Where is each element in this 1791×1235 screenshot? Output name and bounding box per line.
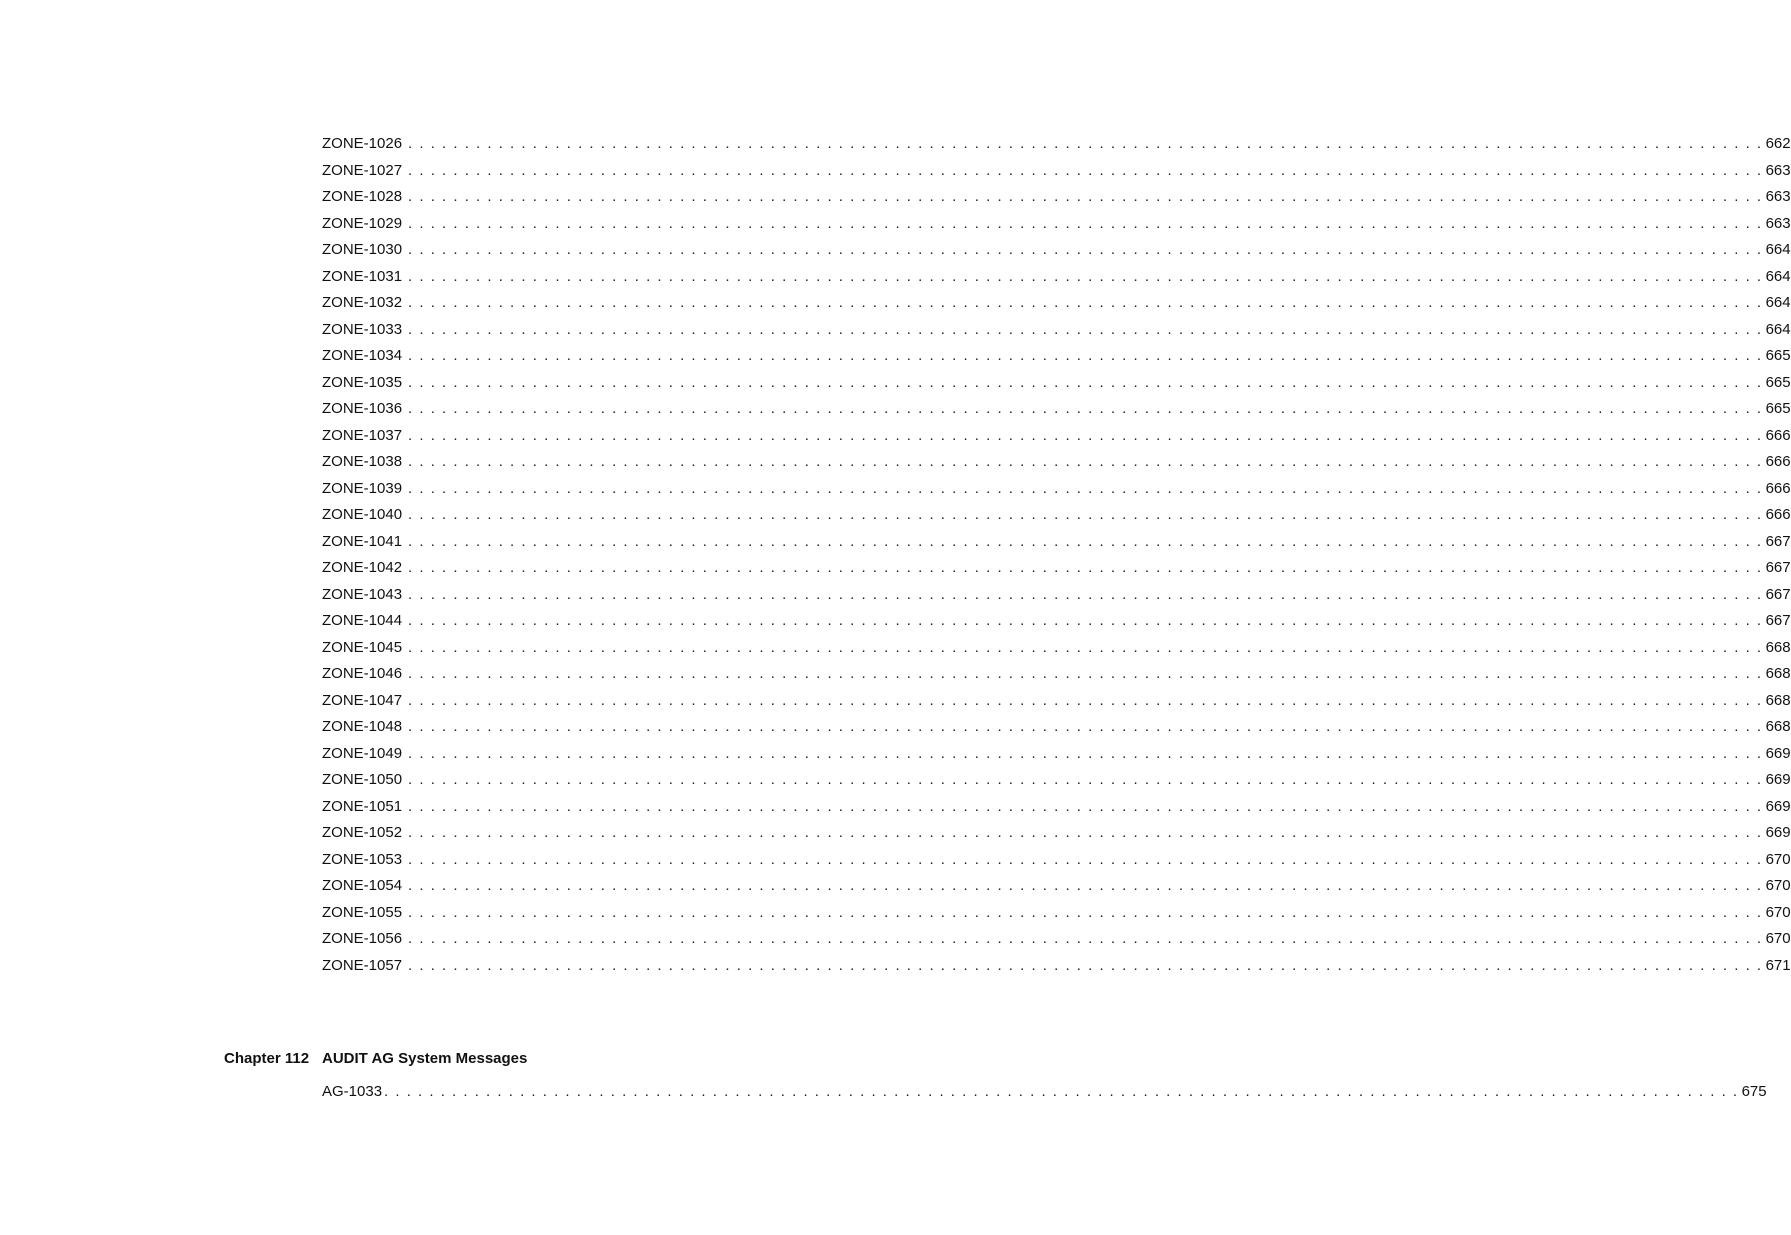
toc-entry-label: ZONE-1029 [322,214,403,232]
toc-leader-dots: . . . . . . . . . . . . . . . . . . . . . . . . . . . . . . . . . . . . . . . . . . . . . . . . . . . . . . . . . . . . . . . . . . . . . . . . . . . . . . . . . . . . . . . . . . . . . . . . . . . . . . . . . . . . . . . . . . . . . . . . [408,294,1763,311]
toc-leader-dots: . . . . . . . . . . . . . . . . . . . . . . . . . . . . . . . . . . . . . . . . . . . . . . . . . . . . . . . . . . . . . . . . . . . . . . . . . . . . . . . . . . . . . . . . . . . . . . . . . . . . . . . . . . . . . . . . . . . . . . . . [408,214,1763,232]
toc-leader-dots: . . . . . . . . . . . . . . . . . . . . . . . . . . . . . . . . . . . . . . . . . . . . . . . . . . . . . . . . . . . . . . . . . . . . . . . . . . . . . . . . . . . . . . . . . . . . . . . . . . . . . . . . . . . . . . . . . . . . . . . . [408,744,1763,762]
toc-leader-dots: . . . . . . . . . . . . . . . . . . . . . . . . . . . . . . . . . . . . . . . . . . . . . . . . . . . . . . . . . . . . . . . . . . . . . . . . . . . . . . . . . . . . . . . . . . . . . . . . . . . . . . . . . . . . . . . . . . . . . . . . [408,824,1763,841]
toc-leader-dots: . . . . . . . . . . . . . . . . . . . . . . . . . . . . . . . . . . . . . . . . . . . . . . . . . . . . . . . . . . . . . . . . . . . . . . . . . . . . . . . . . . . . . . . . . . . . . . . . . . . . . . . . . . . . . . . . . . . . . . . . [408,797,1763,815]
toc-entry-label: ZONE-1050 [322,771,403,788]
toc-entry-label: ZONE-1045 [322,638,403,656]
toc-entry-label: ZONE-1039 [322,479,403,497]
toc-entry-page: 668 [1765,665,1791,682]
toc-entry-label: AG-1033 [322,1083,383,1100]
toc-entry-label: ZONE-1040 [322,506,403,523]
toc-entry-page: 668 [1765,638,1791,656]
toc-entry[interactable] [322,476,1791,503]
toc-entry-page: 664 [1765,241,1791,258]
toc-entry-page: 664 [1765,267,1791,285]
toc-leader-dots: . . . . . . . . . . . . . . . . . . . . . . . . . . . . . . . . . . . . . . . . . . . . . . . . . . . . . . . . . . . . . . . . . . . . . . . . . . . . . . . . . . . . . . . . . . . . . . . . . . . . . . . . . . . . . . . . . . . . . . . . [384,1083,1739,1100]
toc-entry-page: 663 [1765,214,1791,232]
toc-leader-dots: . . . . . . . . . . . . . . . . . . . . . . . . . . . . . . . . . . . . . . . . . . . . . . . . . . . . . . . . . . . . . . . . . . . . . . . . . . . . . . . . . . . . . . . . . . . . . . . . . . . . . . . . . . . . . . . . . . . . . . . . [408,453,1763,470]
toc-entry-label: ZONE-1051 [322,797,403,815]
toc-leader-dots: . . . . . . . . . . . . . . . . . . . . . . . . . . . . . . . . . . . . . . . . . . . . . . . . . . . . . . . . . . . . . . . . . . . . . . . . . . . . . . . . . . . . . . . . . . . . . . . . . . . . . . . . . . . . . . . . . . . . . . . . [408,426,1763,444]
toc-entry[interactable] [322,555,1791,582]
toc-entry[interactable] [322,953,1791,980]
toc-entry-label: ZONE-1027 [322,161,403,179]
toc-leader-dots: . . . . . . . . . . . . . . . . . . . . . . . . . . . . . . . . . . . . . . . . . . . . . . . . . . . . . . . . . . . . . . . . . . . . . . . . . . . . . . . . . . . . . . . . . . . . . . . . . . . . . . . . . . . . . . . . . . . . . . . . [408,267,1763,285]
toc-entry-label: ZONE-1043 [322,585,403,603]
toc-entry-label: ZONE-1042 [322,559,403,576]
toc-leader-dots: . . . . . . . . . . . . . . . . . . . . . . . . . . . . . . . . . . . . . . . . . . . . . . . . . . . . . . . . . . . . . . . . . . . . . . . . . . . . . . . . . . . . . . . . . . . . . . . . . . . . . . . . . . . . . . . . . . . . . . . . [408,532,1763,550]
toc-entry-label: ZONE-1033 [322,320,403,338]
toc-leader-dots: . . . . . . . . . . . . . . . . . . . . . . . . . . . . . . . . . . . . . . . . . . . . . . . . . . . . . . . . . . . . . . . . . . . . . . . . . . . . . . . . . . . . . . . . . . . . . . . . . . . . . . . . . . . . . . . . . . . . . . . . [408,188,1763,205]
toc-entry-label: ZONE-1036 [322,400,403,417]
toc-entry-page: 664 [1765,320,1791,338]
toc-entry-label: ZONE-1053 [322,850,403,868]
toc-leader-dots: . . . . . . . . . . . . . . . . . . . . . . . . . . . . . . . . . . . . . . . . . . . . . . . . . . . . . . . . . . . . . . . . . . . . . . . . . . . . . . . . . . . . . . . . . . . . . . . . . . . . . . . . . . . . . . . . . . . . . . . . [408,373,1763,391]
toc-leader-dots: . . . . . . . . . . . . . . . . . . . . . . . . . . . . . . . . . . . . . . . . . . . . . . . . . . . . . . . . . . . . . . . . . . . . . . . . . . . . . . . . . . . . . . . . . . . . . . . . . . . . . . . . . . . . . . . . . . . . . . . . [408,320,1763,338]
toc-entry-page: 667 [1765,612,1791,629]
toc-entry[interactable] [322,370,1791,397]
toc-entry-label: ZONE-1047 [322,691,403,709]
toc-leader-dots: . . . . . . . . . . . . . . . . . . . . . . . . . . . . . . . . . . . . . . . . . . . . . . . . . . . . . . . . . . . . . . . . . . . . . . . . . . . . . . . . . . . . . . . . . . . . . . . . . . . . . . . . . . . . . . . . . . . . . . . . [408,930,1763,947]
toc-leader-dots: . . . . . . . . . . . . . . . . . . . . . . . . . . . . . . . . . . . . . . . . . . . . . . . . . . . . . . . . . . . . . . . . . . . . . . . . . . . . . . . . . . . . . . . . . . . . . . . . . . . . . . . . . . . . . . . . . . . . . . . . [408,135,1763,152]
toc-entry-label: ZONE-1055 [322,903,403,921]
toc-entry-page: 665 [1765,373,1791,391]
toc-entry-label: ZONE-1056 [322,930,403,947]
toc-leader-dots: . . . . . . . . . . . . . . . . . . . . . . . . . . . . . . . . . . . . . . . . . . . . . . . . . . . . . . . . . . . . . . . . . . . . . . . . . . . . . . . . . . . . . . . . . . . . . . . . . . . . . . . . . . . . . . . . . . . . . . . . [408,559,1763,576]
toc-entry-page: 663 [1765,188,1791,205]
toc-entry-page: 662 [1765,135,1791,152]
chapter-number: Chapter 112 [224,1050,310,1067]
toc-leader-dots: . . . . . . . . . . . . . . . . . . . . . . . . . . . . . . . . . . . . . . . . . . . . . . . . . . . . . . . . . . . . . . . . . . . . . . . . . . . . . . . . . . . . . . . . . . . . . . . . . . . . . . . . . . . . . . . . . . . . . . . . [408,506,1763,523]
toc-leader-dots: . . . . . . . . . . . . . . . . . . . . . . . . . . . . . . . . . . . . . . . . . . . . . . . . . . . . . . . . . . . . . . . . . . . . . . . . . . . . . . . . . . . . . . . . . . . . . . . . . . . . . . . . . . . . . . . . . . . . . . . . [408,691,1763,709]
toc-entry[interactable] [322,449,1791,476]
chapter-entries [322,1079,1767,1106]
toc-entry[interactable] [322,767,1791,794]
toc-leader-dots: . . . . . . . . . . . . . . . . . . . . . . . . . . . . . . . . . . . . . . . . . . . . . . . . . . . . . . . . . . . . . . . . . . . . . . . . . . . . . . . . . . . . . . . . . . . . . . . . . . . . . . . . . . . . . . . . . . . . . . . . [408,241,1763,258]
toc-entry[interactable] [322,714,1791,741]
toc-leader-dots: . . . . . . . . . . . . . . . . . . . . . . . . . . . . . . . . . . . . . . . . . . . . . . . . . . . . . . . . . . . . . . . . . . . . . . . . . . . . . . . . . . . . . . . . . . . . . . . . . . . . . . . . . . . . . . . . . . . . . . . . [408,665,1763,682]
toc-entry-page: 675 [1741,1083,1767,1100]
toc-entry-page: 663 [1765,161,1791,179]
toc-entry-label: ZONE-1048 [322,718,403,735]
toc-entry[interactable] [322,820,1791,847]
toc-entry-page: 667 [1765,559,1791,576]
toc-entry[interactable] [322,661,1791,688]
toc-entry-page: 665 [1765,400,1791,417]
toc-entry-label: ZONE-1044 [322,612,403,629]
toc-leader-dots: . . . . . . . . . . . . . . . . . . . . . . . . . . . . . . . . . . . . . . . . . . . . . . . . . . . . . . . . . . . . . . . . . . . . . . . . . . . . . . . . . . . . . . . . . . . . . . . . . . . . . . . . . . . . . . . . . . . . . . . . [408,771,1763,788]
toc-entry[interactable] [322,608,1791,635]
toc-leader-dots: . . . . . . . . . . . . . . . . . . . . . . . . . . . . . . . . . . . . . . . . . . . . . . . . . . . . . . . . . . . . . . . . . . . . . . . . . . . . . . . . . . . . . . . . . . . . . . . . . . . . . . . . . . . . . . . . . . . . . . . . [408,347,1763,364]
toc-entry-page: 669 [1765,797,1791,815]
toc-entry[interactable] [322,131,1791,158]
toc-entry-page: 670 [1765,903,1791,921]
toc-entry[interactable] [322,343,1791,370]
toc-entry-page: 670 [1765,877,1791,894]
toc-entry-page: 665 [1765,347,1791,364]
toc-leader-dots: . . . . . . . . . . . . . . . . . . . . . . . . . . . . . . . . . . . . . . . . . . . . . . . . . . . . . . . . . . . . . . . . . . . . . . . . . . . . . . . . . . . . . . . . . . . . . . . . . . . . . . . . . . . . . . . . . . . . . . . . [408,718,1763,735]
toc-entry[interactable] [322,926,1791,953]
toc-entry[interactable] [322,264,1791,291]
toc-entry-page: 667 [1765,532,1791,550]
toc-entry[interactable] [322,847,1791,874]
toc-entry-page: 666 [1765,426,1791,444]
toc-entry[interactable] [322,529,1791,556]
toc-entry-label: ZONE-1037 [322,426,403,444]
toc-entry[interactable] [322,900,1791,927]
toc-list [322,131,1791,979]
toc-entry-label: ZONE-1041 [322,532,403,550]
toc-entry-page: 667 [1765,585,1791,603]
toc-entry-label: ZONE-1052 [322,824,403,841]
toc-leader-dots: . . . . . . . . . . . . . . . . . . . . . . . . . . . . . . . . . . . . . . . . . . . . . . . . . . . . . . . . . . . . . . . . . . . . . . . . . . . . . . . . . . . . . . . . . . . . . . . . . . . . . . . . . . . . . . . . . . . . . . . . [408,638,1763,656]
toc-entry-label: ZONE-1049 [322,744,403,762]
toc-entry[interactable] [322,396,1791,423]
toc-entry[interactable] [322,423,1791,450]
toc-entry-page: 670 [1765,930,1791,947]
toc-entry-page: 666 [1765,453,1791,470]
toc-leader-dots: . . . . . . . . . . . . . . . . . . . . . . . . . . . . . . . . . . . . . . . . . . . . . . . . . . . . . . . . . . . . . . . . . . . . . . . . . . . . . . . . . . . . . . . . . . . . . . . . . . . . . . . . . . . . . . . . . . . . . . . . [408,400,1763,417]
toc-entry-label: ZONE-1028 [322,188,403,205]
toc-entry[interactable] [322,688,1791,715]
toc-entry[interactable] [322,794,1791,821]
toc-entry-page: 671 [1765,956,1791,974]
toc-entry-page: 670 [1765,850,1791,868]
toc-leader-dots: . . . . . . . . . . . . . . . . . . . . . . . . . . . . . . . . . . . . . . . . . . . . . . . . . . . . . . . . . . . . . . . . . . . . . . . . . . . . . . . . . . . . . . . . . . . . . . . . . . . . . . . . . . . . . . . . . . . . . . . . [408,850,1763,868]
toc-entry-page: 669 [1765,824,1791,841]
toc-entry-label: ZONE-1054 [322,877,403,894]
toc-entry-page: 669 [1765,771,1791,788]
toc-entry-label: ZONE-1031 [322,267,403,285]
toc-entry[interactable] [322,635,1791,662]
toc-entry[interactable] [322,582,1791,609]
toc-entry[interactable] [322,211,1791,238]
toc-entry-page: 666 [1765,479,1791,497]
toc-entry[interactable] [322,1079,1767,1106]
toc-entry[interactable] [322,184,1791,211]
toc-entry-label: ZONE-1034 [322,347,403,364]
toc-entry[interactable] [322,873,1791,900]
toc-entry-label: ZONE-1030 [322,241,403,258]
toc-entry-page: 666 [1765,506,1791,523]
toc-entry-page: 668 [1765,691,1791,709]
toc-entry[interactable] [322,237,1791,264]
toc-entry-page: 664 [1765,294,1791,311]
toc-entry-page: 669 [1765,744,1791,762]
toc-entry-label: ZONE-1046 [322,665,403,682]
toc-entry-label: ZONE-1035 [322,373,403,391]
toc-entry-label: ZONE-1057 [322,956,403,974]
toc-leader-dots: . . . . . . . . . . . . . . . . . . . . . . . . . . . . . . . . . . . . . . . . . . . . . . . . . . . . . . . . . . . . . . . . . . . . . . . . . . . . . . . . . . . . . . . . . . . . . . . . . . . . . . . . . . . . . . . . . . . . . . . . [408,479,1763,497]
toc-entry[interactable] [322,741,1791,768]
toc-leader-dots: . . . . . . . . . . . . . . . . . . . . . . . . . . . . . . . . . . . . . . . . . . . . . . . . . . . . . . . . . . . . . . . . . . . . . . . . . . . . . . . . . . . . . . . . . . . . . . . . . . . . . . . . . . . . . . . . . . . . . . . . [408,903,1763,921]
toc-leader-dots: . . . . . . . . . . . . . . . . . . . . . . . . . . . . . . . . . . . . . . . . . . . . . . . . . . . . . . . . . . . . . . . . . . . . . . . . . . . . . . . . . . . . . . . . . . . . . . . . . . . . . . . . . . . . . . . . . . . . . . . . [408,612,1763,629]
toc-entry-label: ZONE-1026 [322,135,403,152]
chapter-title: AUDIT AG System Messages [322,1050,528,1067]
toc-leader-dots: . . . . . . . . . . . . . . . . . . . . . . . . . . . . . . . . . . . . . . . . . . . . . . . . . . . . . . . . . . . . . . . . . . . . . . . . . . . . . . . . . . . . . . . . . . . . . . . . . . . . . . . . . . . . . . . . . . . . . . . . [408,585,1763,603]
toc-leader-dots: . . . . . . . . . . . . . . . . . . . . . . . . . . . . . . . . . . . . . . . . . . . . . . . . . . . . . . . . . . . . . . . . . . . . . . . . . . . . . . . . . . . . . . . . . . . . . . . . . . . . . . . . . . . . . . . . . . . . . . . . [408,956,1763,974]
toc-leader-dots: . . . . . . . . . . . . . . . . . . . . . . . . . . . . . . . . . . . . . . . . . . . . . . . . . . . . . . . . . . . . . . . . . . . . . . . . . . . . . . . . . . . . . . . . . . . . . . . . . . . . . . . . . . . . . . . . . . . . . . . . [408,161,1763,179]
toc-entry[interactable] [322,290,1791,317]
toc-entry[interactable] [322,158,1791,185]
toc-entry-label: ZONE-1038 [322,453,403,470]
toc-entry-page: 668 [1765,718,1791,735]
toc-entry[interactable] [322,502,1791,529]
toc-leader-dots: . . . . . . . . . . . . . . . . . . . . . . . . . . . . . . . . . . . . . . . . . . . . . . . . . . . . . . . . . . . . . . . . . . . . . . . . . . . . . . . . . . . . . . . . . . . . . . . . . . . . . . . . . . . . . . . . . . . . . . . . [408,877,1763,894]
toc-entry[interactable] [322,317,1791,344]
toc-entry-label: ZONE-1032 [322,294,403,311]
